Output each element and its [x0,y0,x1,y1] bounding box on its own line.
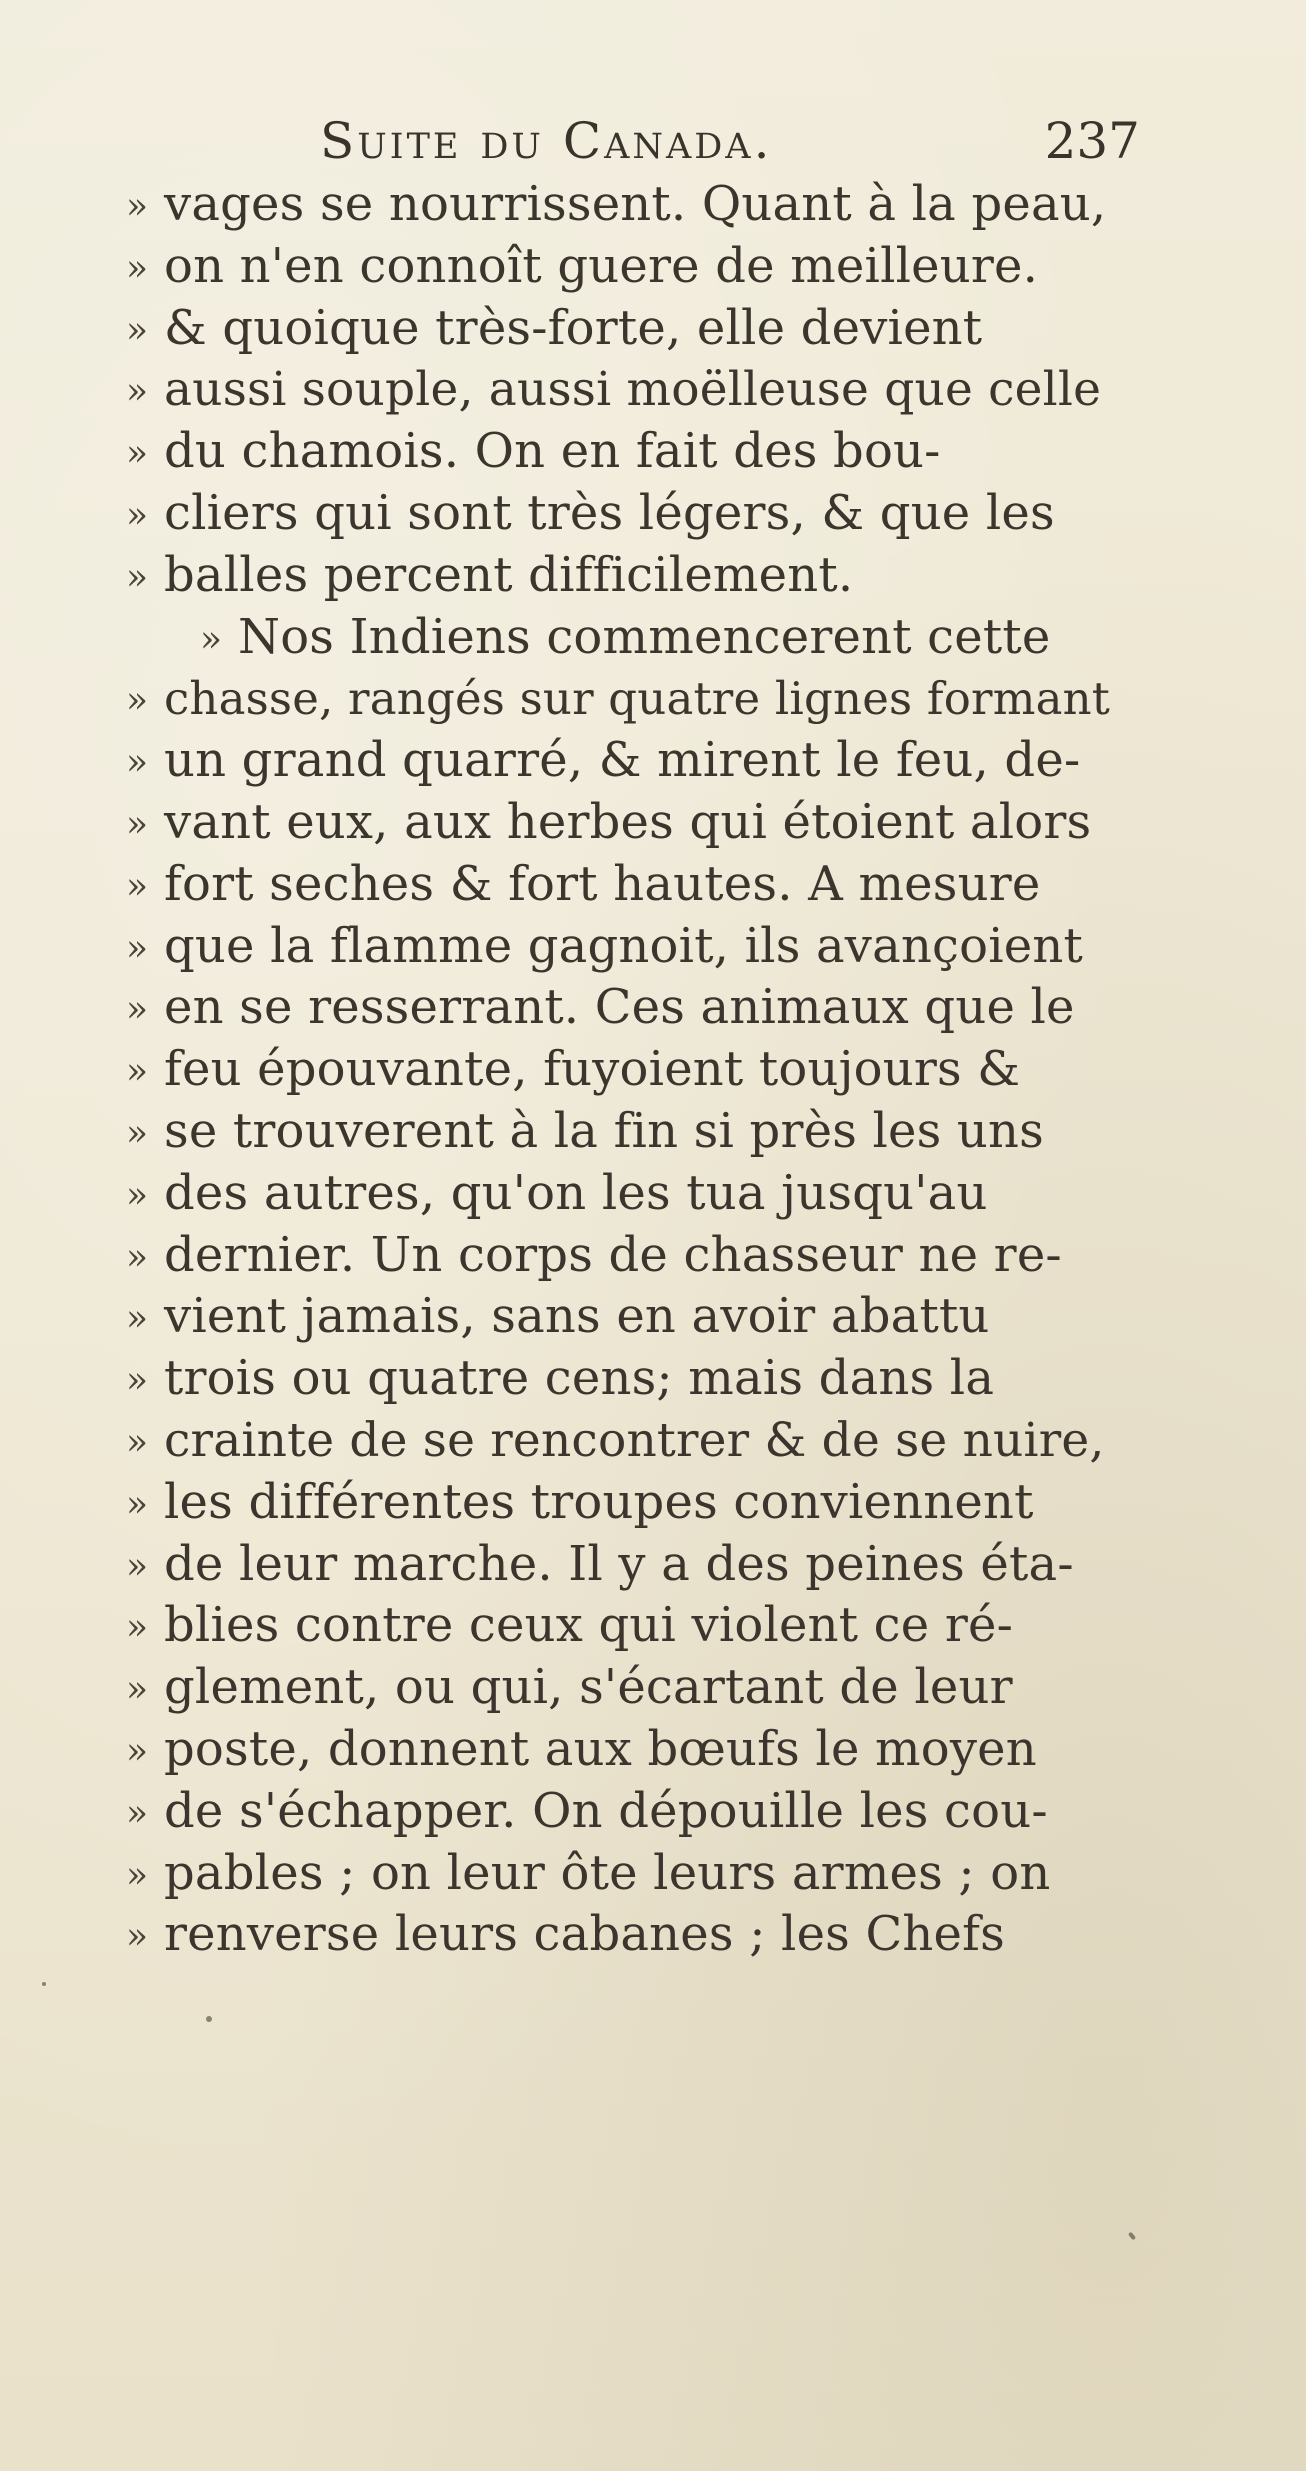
quotation-marker: » [126,680,149,722]
text-line [126,298,1096,360]
line-text: en se resserrant. Ces animaux que le [164,979,1075,1036]
line-text: se trouverent à la fin si près les uns [164,1102,1044,1159]
text-line [126,1472,1096,1534]
quotation-marker: » [126,1607,149,1649]
text-line [126,1843,1096,1905]
line-text: pables ; on leur ôte leurs armes ; on [164,1844,1051,1901]
quotation-marker: » [126,1669,149,1711]
quotation-marker: » [126,1730,149,1772]
line-text: que la flamme gagnoit, ils avançoient [164,917,1084,974]
line-text: vient jamais, sans en avoir abattu [164,1288,990,1345]
line-text: & quoique très-forte, elle devient [164,299,983,356]
quotation-marker: » [126,1545,149,1587]
line-text: glement, ou qui, s'écartant de leur [164,1659,1013,1716]
line-text: Nos Indiens commencerent cette [238,608,1051,665]
text-line [126,1101,1096,1163]
quotation-marker: » [126,186,149,227]
text-line [126,1410,1105,1472]
ink-speck [206,2016,212,2022]
ink-speck [1128,2232,1136,2241]
line-text: du chamois. On en fait des bou- [164,423,941,480]
quotation-marker: » [126,1421,149,1463]
text-line [126,1595,1096,1657]
text-line [126,668,1111,730]
line-text: crainte de se rencontrer & de se nuire, [164,1412,1105,1468]
text-line [126,483,1096,545]
line-text: trois ou quatre cens; mais dans la [164,1350,995,1407]
line-text: fort seches & fort hautes. A mesure [164,855,1041,912]
quotation-marker: » [126,247,149,289]
paragraph-start-line [126,607,1096,669]
quotation-marker: » [126,1236,149,1278]
quotation-marker: » [126,1298,149,1340]
quotation-marker: » [126,1112,149,1154]
quotation-marker: » [126,989,149,1031]
text-line [126,1719,1096,1781]
quotation-marker: » [200,618,223,660]
text-line [126,1163,1096,1225]
text-line [126,1657,1096,1719]
text-line [126,1348,1096,1410]
text-line [126,236,1096,298]
quotation-marker: » [126,556,149,598]
quotation-marker: » [126,803,149,845]
line-text: de s'échapper. On dépouille les cou- [164,1782,1048,1839]
line-text: blies contre ceux qui violent ce ré- [164,1597,1014,1654]
running-head [320,112,1140,182]
line-text: les différentes troupes conviennent [164,1473,1034,1530]
text-line [126,730,1096,792]
line-text: renverse leurs cabanes ; les Chefs [164,1906,1005,1963]
quotation-marker: » [126,433,149,475]
quotation-marker: » [126,742,149,784]
line-text: feu épouvante, fuyoient toujours & [164,1041,1021,1098]
line-text: de leur marche. Il y a des peines éta- [164,1535,1074,1592]
line-text: vant eux, aux herbes qui étoient alors [164,793,1092,850]
line-text: cliers qui sont très légers, & que les [164,484,1055,541]
text-line [126,1534,1096,1596]
quotation-marker: » [126,1916,149,1958]
quotation-marker: » [126,865,149,907]
line-text: dernier. Un corps de chasseur ne re- [164,1226,1062,1283]
text-line [126,1781,1096,1843]
text-line [126,977,1096,1039]
line-text: vages se nourrissent. Quant à la peau, [164,176,1107,232]
line-text: on n'en connoît guere de meilleure. [164,237,1039,294]
text-line [126,421,1096,483]
quotation-marker: » [126,494,149,536]
quotation-marker: » [126,1792,149,1834]
ink-speck [42,1982,46,1986]
text-line [126,1286,1096,1348]
text-line [126,1039,1096,1101]
line-text: aussi souple, aussi moëlleuse que celle [164,362,1102,418]
text-line [126,916,1096,978]
running-head-title: Suite du Canada. [320,112,773,170]
line-text: poste, donnent aux bœufs le moyen [164,1720,1037,1777]
text-line [126,545,1096,607]
quotation-marker: » [126,1854,149,1896]
text-line [126,1904,1096,1966]
text-line [126,1225,1096,1287]
quotation-marker: » [126,1483,149,1525]
text-line [126,174,1107,236]
line-text: un grand quarré, & mirent le feu, de- [164,732,1081,789]
text-line [126,792,1096,854]
line-text: chasse, rangés sur quatre lignes formant [164,672,1111,726]
page-number: 237 [1044,112,1140,170]
text-line [126,359,1102,421]
quotation-marker: » [126,927,149,969]
body-text [126,174,1111,1966]
quotation-marker: » [126,1051,149,1093]
line-text: balles percent difficilement. [164,546,854,603]
quotation-marker: » [126,309,149,351]
text-line [126,854,1096,916]
quotation-marker: » [126,371,149,413]
quotation-marker: » [126,1360,149,1402]
quotation-marker: » [126,1174,149,1216]
line-text: des autres, qu'on les tua jusqu'au [164,1164,988,1221]
